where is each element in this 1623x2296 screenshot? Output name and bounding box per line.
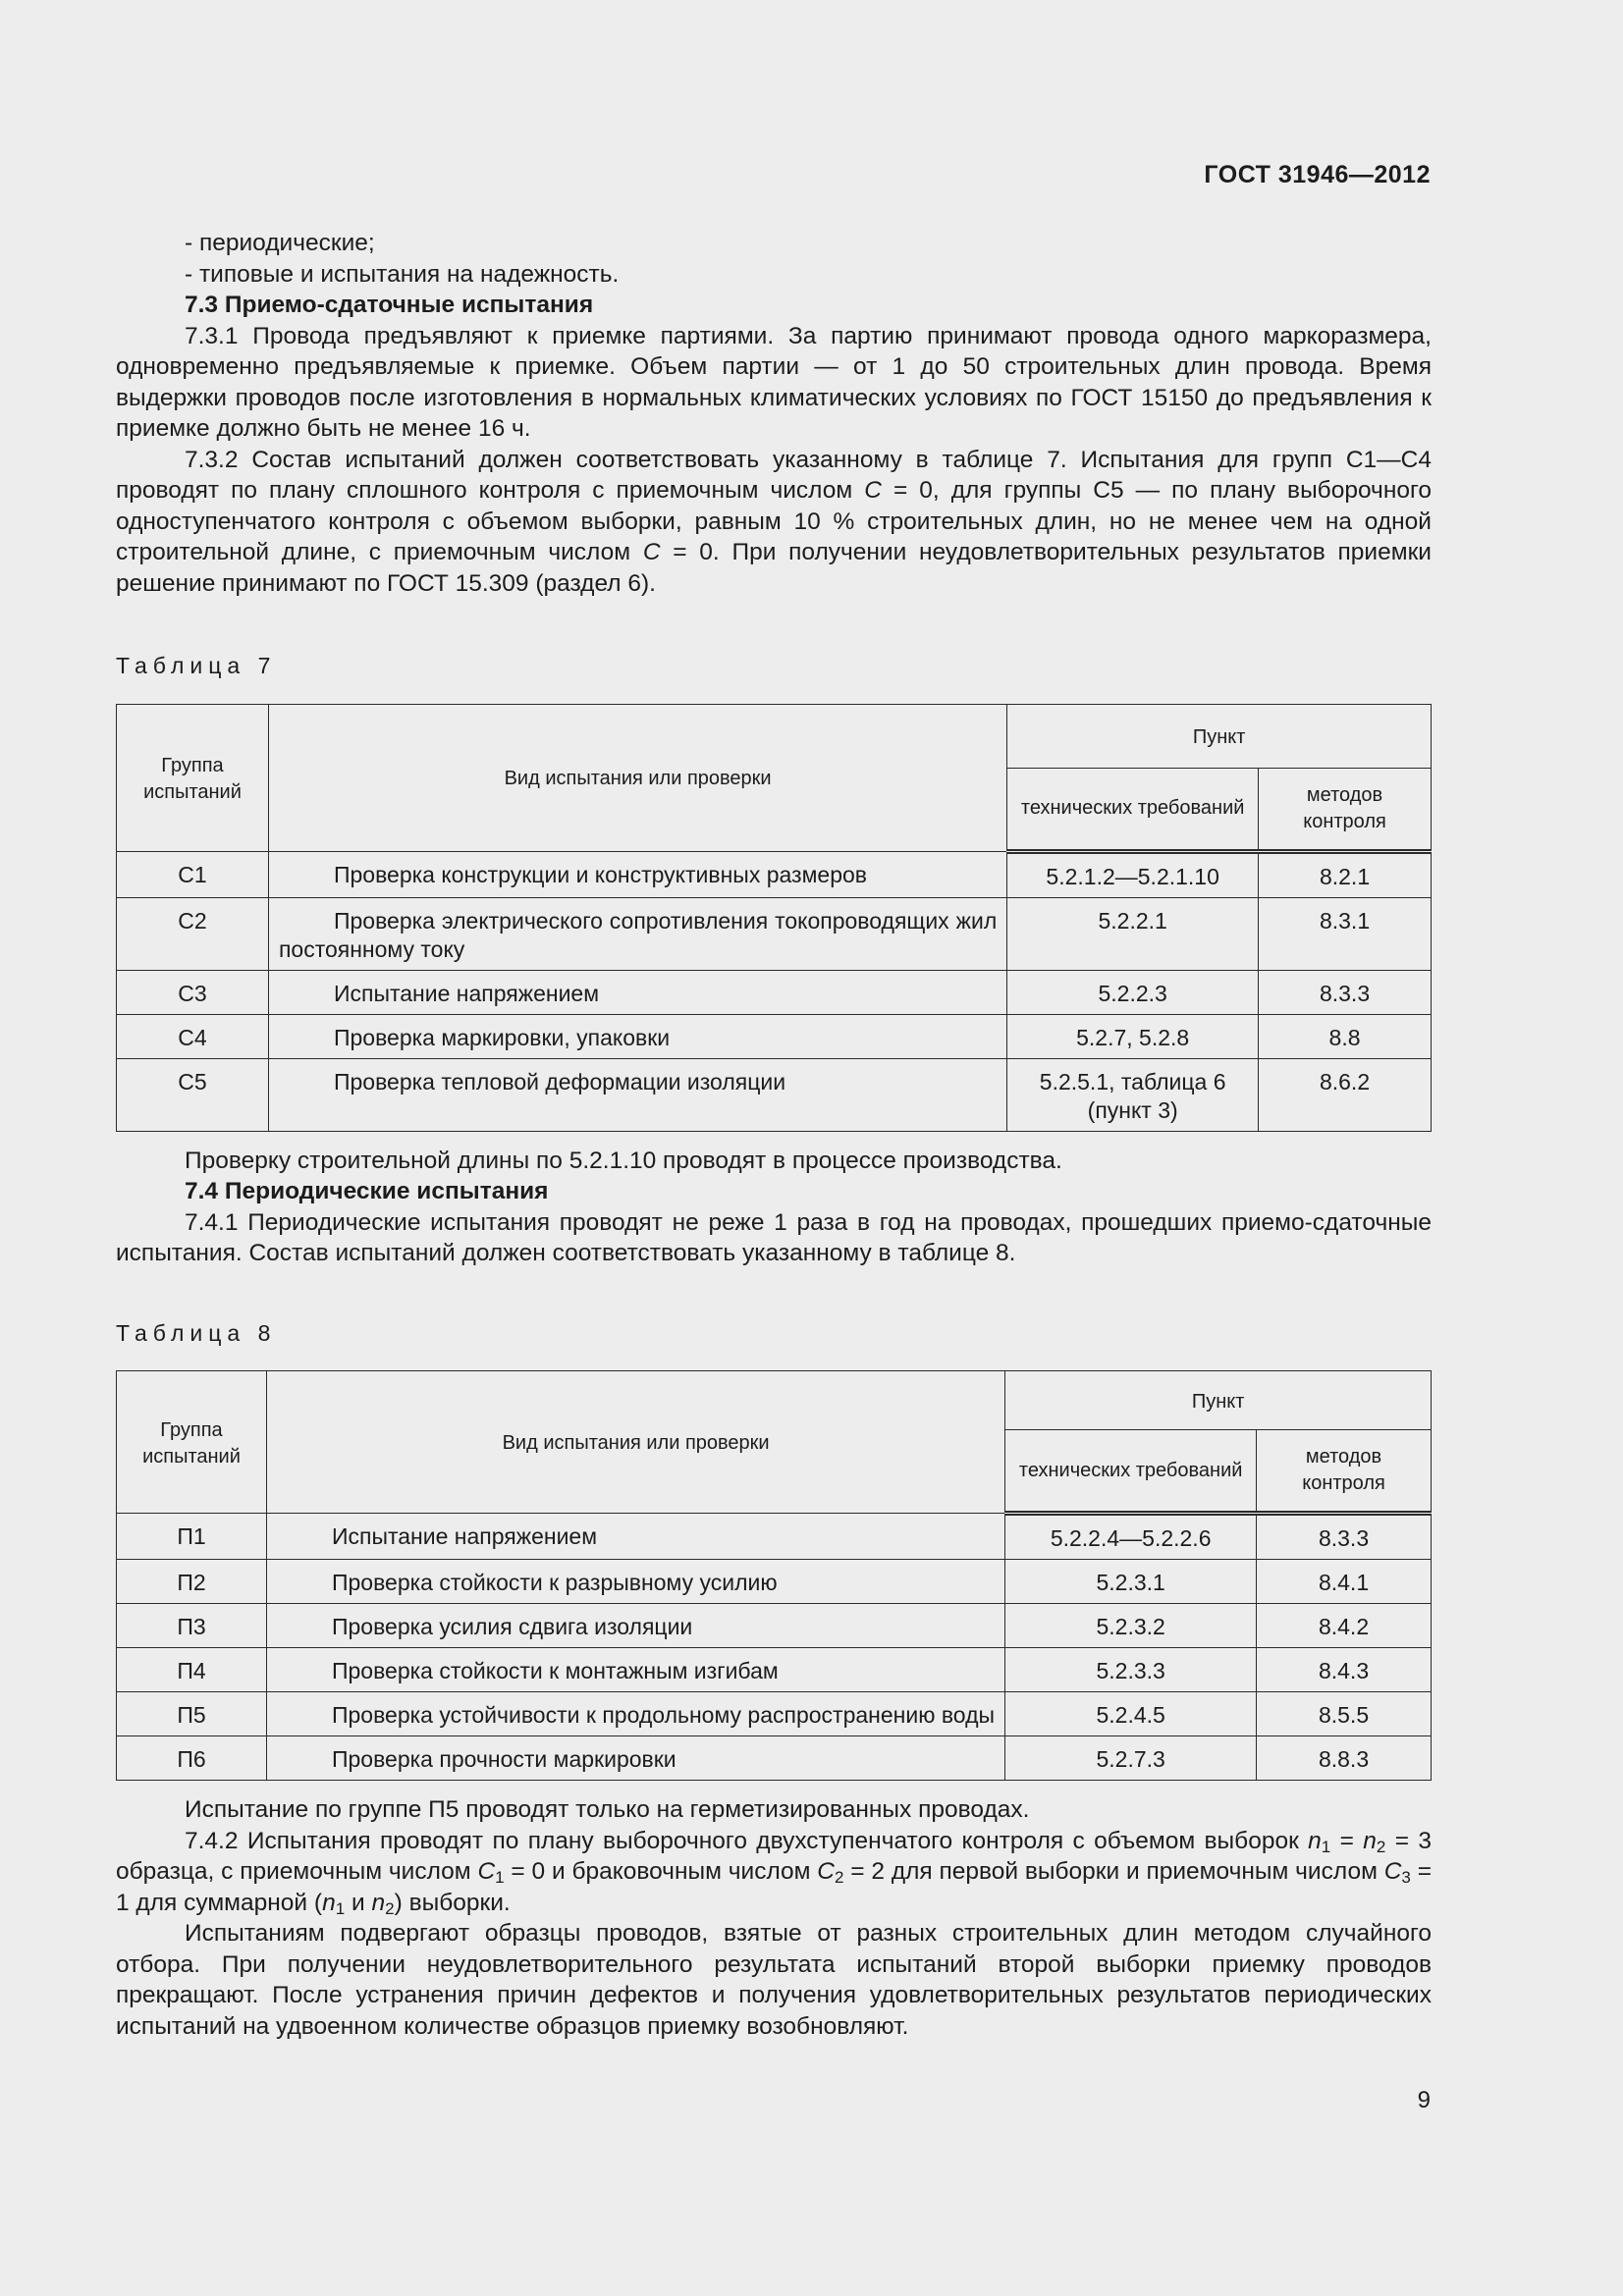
table-7-cell-desc: Проверка электрического сопротивления токопроводящих жил постоянному току [268,897,1006,970]
paragraph-7-4-2: 7.4.2 Испытания проводят по плану выборочного двухступенчатого контроля с объемом выборок $n_1 = n_2 = 3$ образца, с приемочным числом $C_1 = 0$ и браковочным числом $C_2 = 2$ для первой выборки и приемочным числом $C_3 = 1$ для суммарной ($n_1$ и $n_2$) выборки. [116,1827,1433,1918]
table-8-header-group: Группа испытаний [117,1371,267,1514]
table-8-caption: Таблица 8 [116,1319,277,1346]
table-7-cell-desc: Испытание напряжением [268,970,1006,1014]
table-7-header-group: Группа испытаний [117,704,269,851]
paragraph-7-4-1: 7.4.1 Периодические испытания проводят не реже 1 раза в год на проводах, прошедших приемо-сдаточные испытания. Состав испытаний должен соответствовать указанному в таблице 8. [116,1208,1432,1266]
table-7-row [117,1058,1432,1131]
table-8-header-tech: технических требований [1005,1430,1257,1514]
list-item-typical: - типовые и испытания на надежность. [185,260,620,288]
table-8-cell-desc: Проверка стойкости к разрывному усилию [266,1560,1004,1604]
table-8-cell-method: 8.3.3 [1257,1514,1432,1560]
paragraph-sampling: Испытаниям подвергают образцы проводов, взятые от разных строительных длин методом случайного отбора. При получении неудовлетворительного результата испытаний второй выборки приемку проводов прекращают. После устранения причин дефектов и получения удовлетворительных результатов периодических испытаний на удвоенном количестве образцов приемку возобновляют. [116,1920,1432,2040]
table-7-cell-tech: 5.2.2.3 [1007,970,1259,1014]
table-7-cell-group: С5 [117,1058,269,1131]
table-7-header-methods: методов контроля [1259,768,1432,851]
page-content [116,228,1432,2042]
table-8-cell-desc: Проверка стойкости к монтажным изгибам [266,1648,1004,1692]
table-7-cell-method: 8.8 [1259,1014,1432,1058]
section-heading-7-3: 7.3 Приемо-сдаточные испытания [185,292,594,318]
table-8-row [117,1692,1432,1736]
table-7-cell-group: С2 [117,897,269,970]
table-8-cell-group: П6 [117,1736,267,1781]
table-8-cell-group: П3 [117,1604,267,1648]
note-construction-length: Проверку строительной длины по 5.2.1.10 проводят в процессе производства. [185,1147,1062,1174]
table-8-row [117,1514,1432,1560]
table-7-cell-method: 8.3.1 [1259,897,1432,970]
table-7-cell-group: С4 [117,1014,269,1058]
section-heading-7-4: 7.4 Периодические испытания [185,1178,549,1204]
table-7-cell-group: С1 [117,851,269,897]
table-7-header-type: Вид испытания или проверки [268,704,1006,851]
table-8-cell-method: 8.8.3 [1257,1736,1432,1781]
table-8-cell-tech: 5.2.3.2 [1005,1604,1257,1648]
table-8-header-type: Вид испытания или проверки [266,1371,1004,1514]
table-7-cell-tech: 5.2.1.2—5.2.1.10 [1007,851,1259,897]
table-7-row [117,970,1432,1014]
table-7-cell-tech: 5.2.5.1, таблица 6 (пункт 3) [1007,1058,1259,1131]
table-7-header-punkt: Пункт [1007,704,1432,768]
table-7 [116,704,1432,1132]
table-7-row [117,1014,1432,1058]
table-7-cell-method: 8.2.1 [1259,851,1432,897]
table-7-row [117,851,1432,897]
table-8-cell-tech: 5.2.3.3 [1005,1648,1257,1692]
table-8-row [117,1560,1432,1604]
table-8-cell-group: П2 [117,1560,267,1604]
table-8 [116,1370,1432,1781]
table-7-cell-tech: 5.2.2.1 [1007,897,1259,970]
table-7-cell-group: С3 [117,970,269,1014]
table-8-row [117,1648,1432,1692]
table-7-header-tech: технических требований [1007,768,1259,851]
list-item-periodic: - периодические; [185,230,375,256]
table-8-cell-tech: 5.2.2.4—5.2.2.6 [1005,1514,1257,1560]
table-8-cell-group: П4 [117,1648,267,1692]
table-8-cell-tech: 5.2.4.5 [1005,1692,1257,1736]
table-8-row [117,1604,1432,1648]
table-8-row [117,1736,1432,1781]
table-7-body [117,851,1432,1131]
table-8-cell-tech: 5.2.3.1 [1005,1560,1257,1604]
table-7-cell-desc: Проверка тепловой деформации изоляции [268,1058,1006,1131]
table-7-row [117,897,1432,970]
table-8-body [117,1514,1432,1781]
table-8-cell-group: П1 [117,1514,267,1560]
table-7-cell-method: 8.3.3 [1259,970,1432,1014]
table-8-cell-desc: Проверка устойчивости к продольному распространению воды [266,1692,1004,1736]
table-8-header-punkt: Пункт [1005,1371,1432,1430]
table-7-cell-desc: Проверка конструкции и конструктивных размеров [268,851,1006,897]
table-8-cell-desc: Проверка усилия сдвига изоляции [266,1604,1004,1648]
table-8-cell-tech: 5.2.7.3 [1005,1736,1257,1781]
table-8-cell-method: 8.4.3 [1257,1648,1432,1692]
table-7-cell-tech: 5.2.7, 5.2.8 [1007,1014,1259,1058]
page-number: 9 [1417,2087,1431,2113]
paragraph-7-3-1: 7.3.1 Провода предъявляют к приемке партиями. За партию принимают провода одного маркоразмера, одновременно предъявляемые к приемке. Объем партии — от 1 до 50 строительных длин провода. Время выдержки проводов после изготовления в нормальных климатических условиях по ГОСТ 15150 до предъявления к приемке должно быть не менее 16 ч. [116,322,1432,442]
table-8-cell-group: П5 [117,1692,267,1736]
note-group-p5: Испытание по группе П5 проводят только на герметизированных проводах. [185,1796,1030,1823]
standard-code: ГОСТ 31946—2012 [1204,161,1431,188]
table-8-cell-method: 8.4.2 [1257,1604,1432,1648]
table-8-cell-method: 8.5.5 [1257,1692,1432,1736]
table-8-cell-desc: Испытание напряжением [266,1514,1004,1560]
table-7-cell-method: 8.6.2 [1259,1058,1432,1131]
paragraph-7-3-2: 7.3.2 Состав испытаний должен соответствовать указанному в таблице 7. Испытания для групп С1—С4 проводят по плану сплошного контроля с приемочным числом C = 0, для группы С5 — по плану выборочного одноступенчатого контроля с объемом выборки, равным 10 % строительных длин, но не менее чем на одной строительной длине, с приемочным числом C = 0. При получении неудовлетворительных результатов приемки решение принимают по ГОСТ 15.309 (раздел 6). [116,446,1432,597]
table-8-cell-desc: Проверка прочности маркировки [266,1736,1004,1781]
table-8-header-methods: методов контроля [1257,1430,1432,1514]
table-7-cell-desc: Проверка маркировки, упаковки [268,1014,1006,1058]
table-7-caption: Таблица 7 [116,653,277,678]
table-8-cell-method: 8.4.1 [1257,1560,1432,1604]
